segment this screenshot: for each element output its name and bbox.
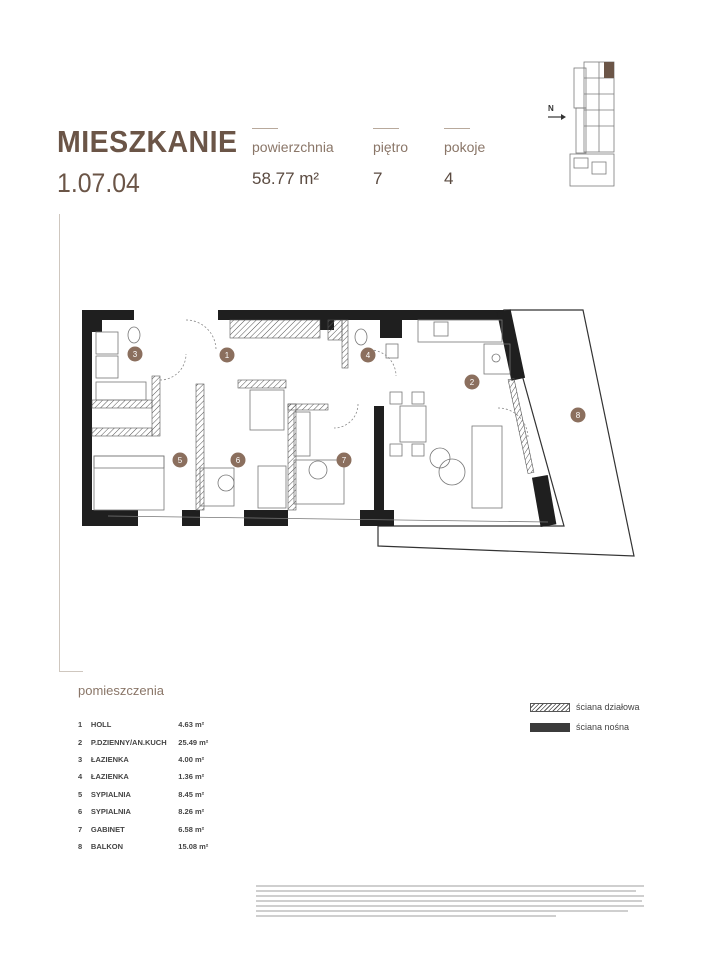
divider-tick [59, 671, 83, 672]
room-number: 7 [78, 824, 83, 834]
room-name: ŁAZIENKA [90, 754, 129, 764]
legend [530, 697, 640, 737]
room-marker-6 [231, 453, 246, 468]
room-row [78, 733, 218, 750]
room-marker-7 [337, 453, 352, 468]
room-area: 8.26 m² [178, 807, 205, 817]
room-name: HOLL [90, 720, 112, 730]
rooms-label: pokoje [444, 139, 486, 155]
area-value: 58.77 m² [252, 169, 320, 188]
solid-swatch-icon [530, 723, 570, 732]
room-marker-1 [220, 348, 235, 363]
room-area: 8.45 m² [178, 789, 205, 799]
meta-rule [252, 128, 278, 129]
room-number: 6 [78, 807, 83, 817]
room-name: ŁAZIENKA [90, 772, 129, 782]
room-area: 4.63 m² [178, 720, 205, 730]
room-name: GABINET [90, 824, 125, 834]
svg-text:6: 6 [235, 456, 241, 465]
room-row [78, 820, 218, 837]
svg-text:4: 4 [365, 351, 371, 360]
room-marker-3 [128, 347, 143, 362]
floor-label: piętro [373, 139, 409, 155]
room-row [78, 751, 218, 768]
room-marker-4 [361, 348, 376, 363]
room-area: 6.58 m² [178, 824, 205, 834]
svg-text:5: 5 [177, 456, 183, 465]
disclaimer-fine-print [256, 884, 646, 924]
meta-rule [444, 128, 470, 129]
furniture [94, 320, 548, 522]
room-marker-8 [571, 408, 586, 423]
room-name: SYPIALNIA [90, 807, 131, 817]
legend-load-bearing-label: ściana nośna [576, 722, 630, 732]
partition-walls [92, 320, 534, 510]
room-name: BALKON [90, 841, 123, 851]
rooms-value: 4 [444, 169, 454, 188]
svg-text:3: 3 [132, 350, 138, 359]
highlighted-unit [604, 62, 614, 78]
meta-rule [373, 128, 399, 129]
legend-partition [530, 697, 640, 717]
room-row [78, 768, 218, 785]
room-number: 5 [78, 789, 83, 799]
svg-text:7: 7 [341, 456, 347, 465]
room-number: 2 [78, 737, 83, 747]
room-name: P.DZIENNY/AN.KUCH [90, 737, 167, 747]
room-marker-5 [173, 453, 188, 468]
area-label: powierzchnia [252, 139, 334, 155]
divider-line [59, 214, 60, 672]
room-row [78, 786, 218, 803]
rooms-table [78, 716, 218, 855]
room-area: 1.36 m² [178, 772, 205, 782]
svg-text:2: 2 [469, 378, 475, 387]
room-area: 25.49 m² [178, 737, 209, 747]
meta-floor [373, 128, 408, 189]
hatch-swatch-icon [530, 703, 570, 712]
room-area: 4.00 m² [178, 754, 205, 764]
legend-load-bearing [530, 717, 640, 737]
floor-plan [78, 300, 638, 560]
meta-area [252, 128, 334, 189]
room-row [78, 716, 218, 733]
apartment-number: 1.07.04 [57, 168, 140, 198]
svg-text:1: 1 [224, 351, 230, 360]
room-number: 1 [78, 720, 83, 730]
legend-partition-label: ściana działowa [576, 702, 640, 712]
room-number: 4 [78, 772, 83, 782]
room-row [78, 838, 218, 855]
north-arrow-icon [546, 102, 568, 126]
room-area: 15.08 m² [178, 841, 209, 851]
room-name: SYPIALNIA [90, 789, 131, 799]
apartment-title: MIESZKANIE [57, 124, 238, 159]
room-row [78, 803, 218, 820]
building-minimap [566, 58, 626, 190]
rooms-heading: pomieszczenia [78, 683, 164, 698]
room-number: 8 [78, 841, 83, 851]
floor-value: 7 [373, 169, 383, 188]
room-number: 3 [78, 754, 83, 764]
meta-rooms [444, 128, 485, 189]
svg-text:8: 8 [575, 411, 581, 420]
north-label: N [548, 104, 554, 113]
room-marker-2 [465, 375, 480, 390]
